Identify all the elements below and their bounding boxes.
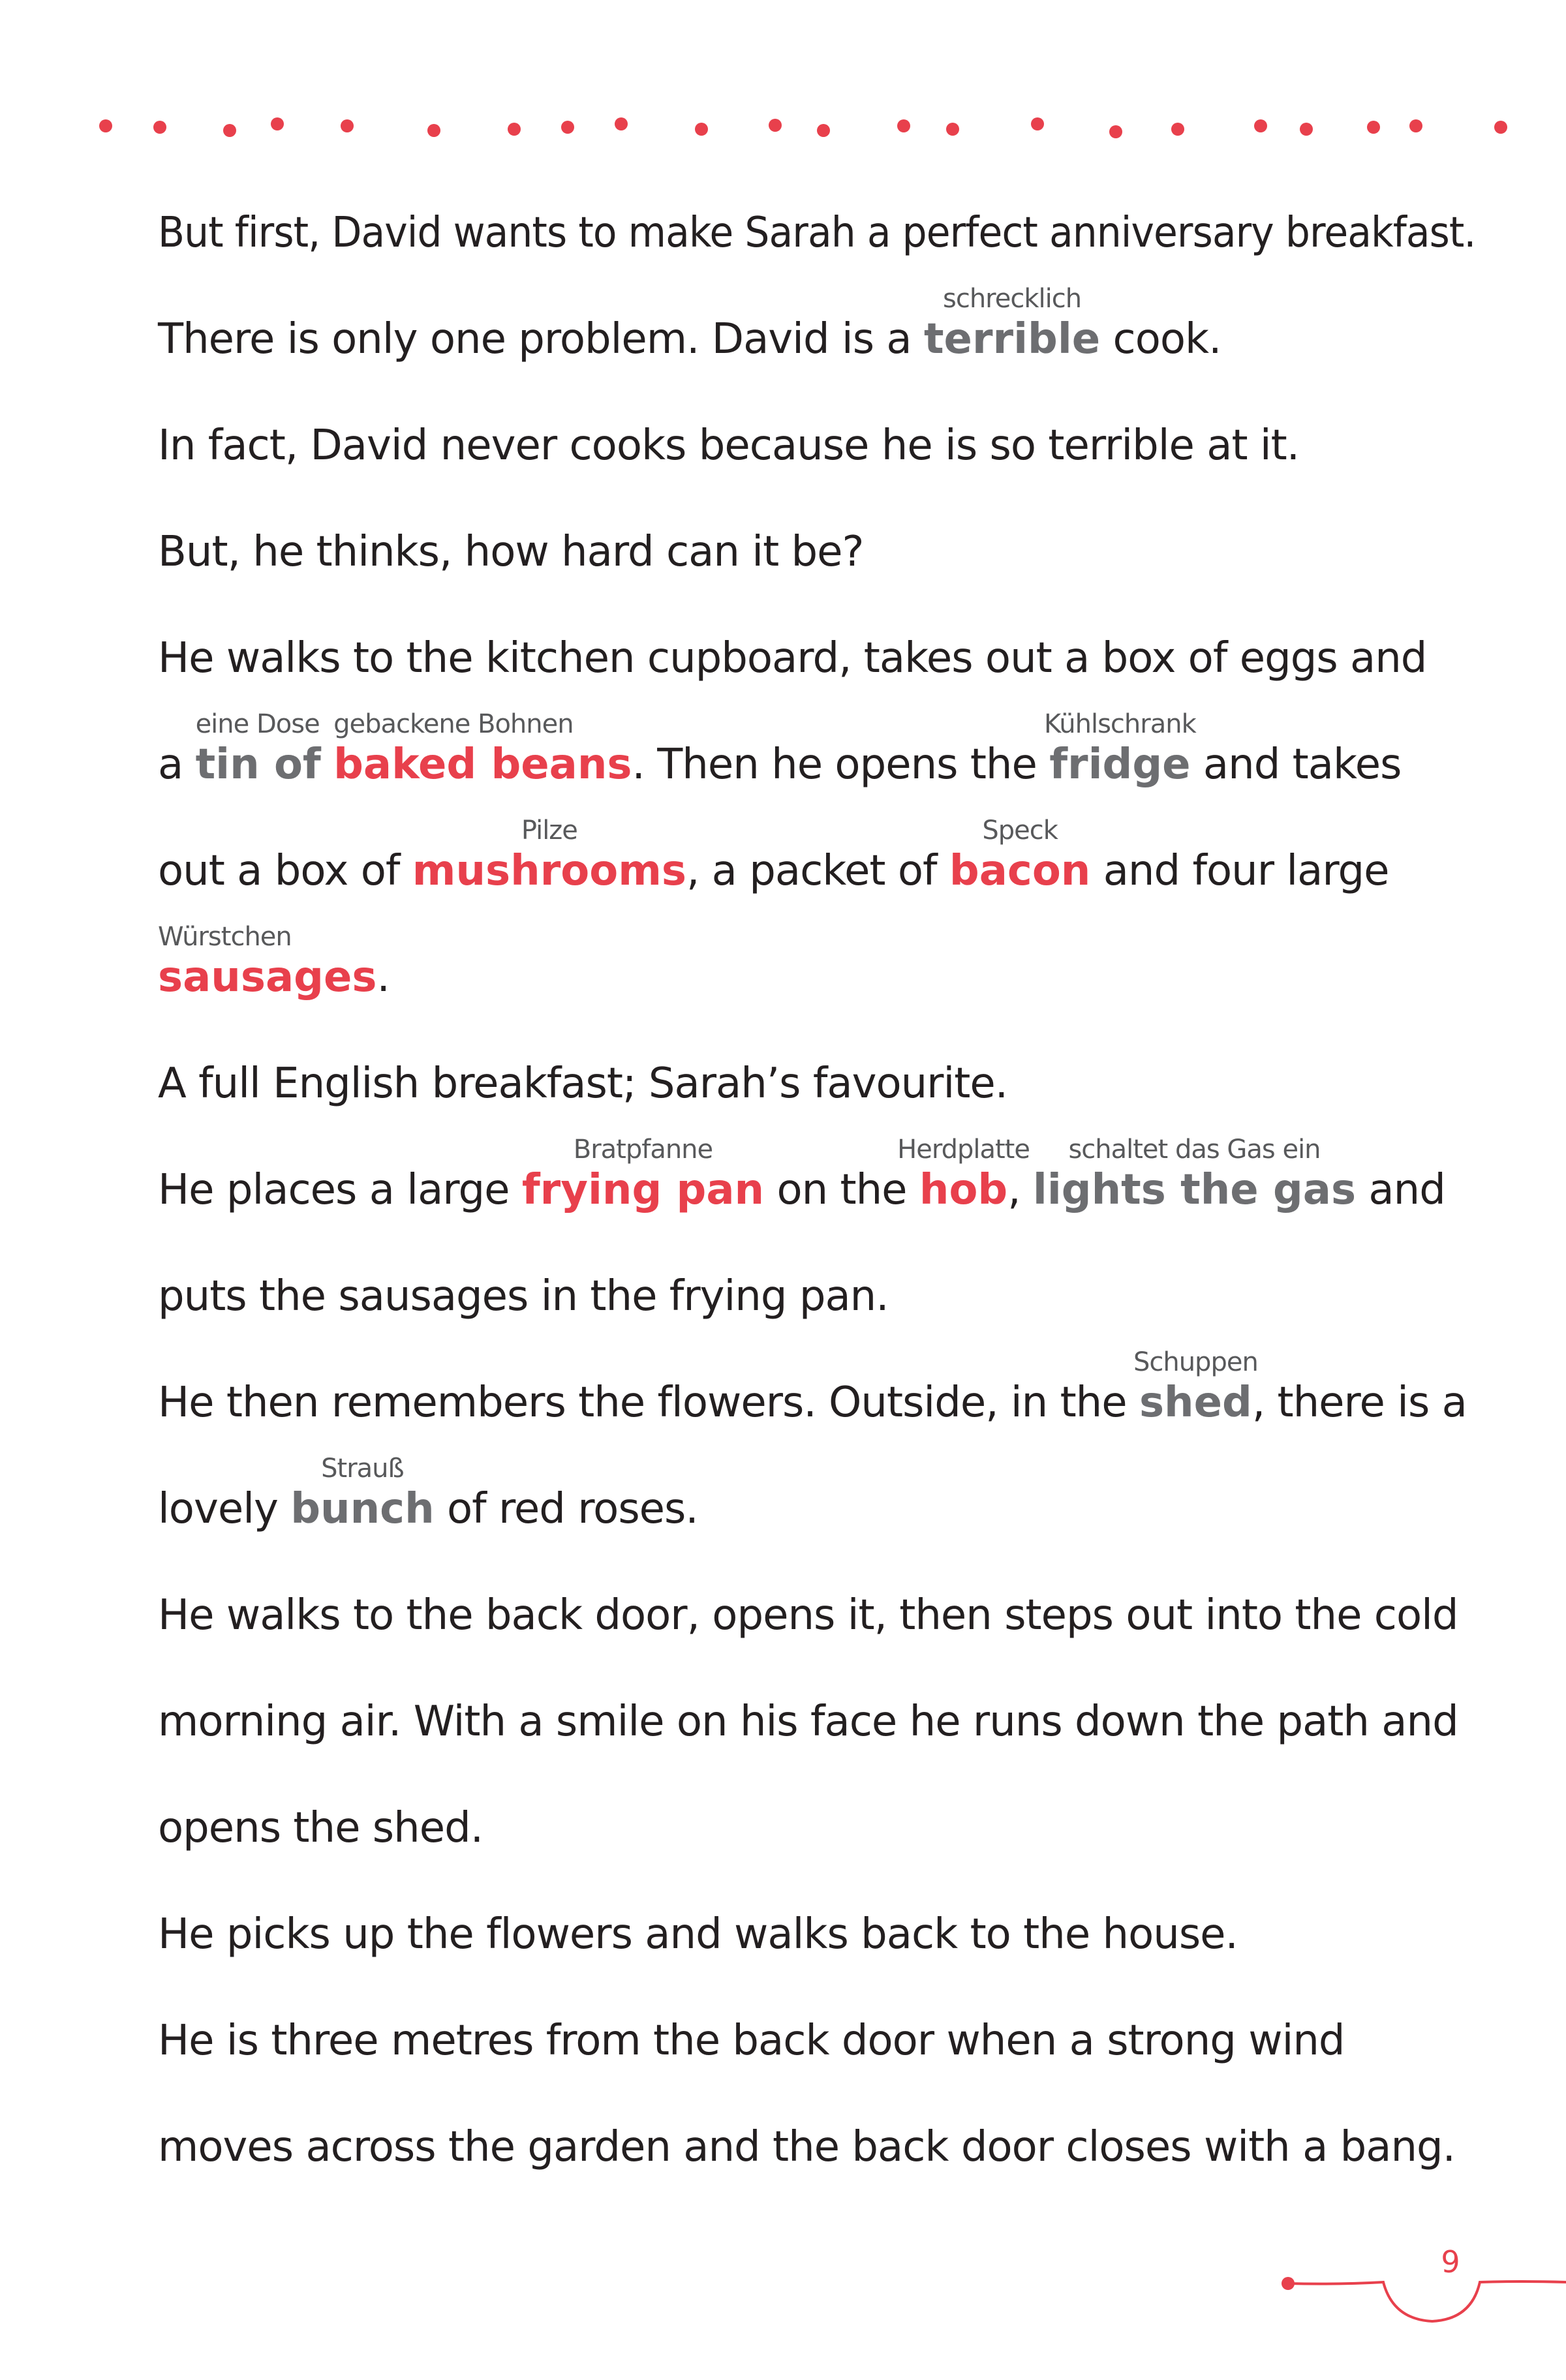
decorative-dot: [99, 119, 112, 132]
text-segment: and takes: [1190, 740, 1402, 789]
text-segment: He is three metres from the back door when a strong wind: [158, 2017, 1345, 2065]
decorative-dot: [1494, 121, 1507, 134]
vocab-word-text: terrible: [923, 315, 1101, 363]
text-line: [158, 421, 1299, 470]
text-line: [158, 1135, 1445, 1214]
vocab-translation: Würstchen: [158, 922, 292, 952]
vocab-translation: Strauß: [321, 1454, 404, 1484]
vocab-word: [1044, 709, 1196, 789]
text-line: [158, 1060, 1007, 1108]
decorative-dot: [1109, 125, 1122, 138]
text-line: [158, 2123, 1455, 2171]
vocab-word: [521, 1135, 765, 1214]
text-segment: morning air. With a smile on his face he runs down the path and: [158, 1698, 1458, 1746]
decorative-dot: [1254, 119, 1267, 132]
text-segment: lovely: [158, 1485, 291, 1533]
decorative-dot: [223, 124, 236, 137]
text-segment: But first, David wants to make Sarah a perfect anniversary breakfast.: [158, 209, 1476, 257]
vocab-word-text: baked beans: [333, 740, 632, 789]
vocab-word-text: lights the gas: [1032, 1166, 1357, 1214]
text-segment: and: [1356, 1166, 1445, 1214]
text-segment: , there is a: [1251, 1379, 1467, 1427]
decorative-dot: [1367, 121, 1380, 134]
decorative-dot: [508, 123, 521, 136]
vocab-word-text: frying pan: [521, 1166, 765, 1214]
vocab-word: [897, 1135, 1030, 1214]
vocab-word: [412, 816, 686, 895]
text-line: [158, 1454, 698, 1533]
vocab-word-text: shed: [1139, 1379, 1252, 1427]
text-line: [158, 528, 863, 576]
text-segment: . Then he opens the: [632, 740, 1050, 789]
text-segment: He then remembers the flowers. Outside, in the: [158, 1379, 1139, 1427]
decorative-dot: [946, 123, 959, 136]
vocab-word: [949, 816, 1091, 895]
decorative-dot: [1171, 123, 1184, 136]
decorative-dots-row: [0, 98, 1566, 150]
decorative-dot: [561, 121, 574, 134]
vocab-translation: schrecklich: [943, 284, 1082, 314]
text-line: [158, 816, 1389, 895]
text-line: [158, 1910, 1238, 1959]
vocab-translation: Speck: [982, 816, 1058, 846]
page-number: 9: [1441, 2244, 1460, 2280]
vocab-word: [158, 922, 377, 1001]
text-segment: ,: [1007, 1166, 1033, 1214]
decorative-dot: [341, 119, 354, 132]
vocab-translation: Schuppen: [1133, 1347, 1258, 1377]
vocab-translation: Herdplatte: [897, 1135, 1030, 1165]
decorative-dot: [769, 119, 782, 132]
text-segment: He picks up the flowers and walks back to the house.: [158, 1910, 1238, 1959]
vocab-translation: schaltet das Gas ein: [1068, 1135, 1321, 1165]
decorative-dot: [1300, 123, 1313, 136]
text-segment: He walks to the back door, opens it, then steps out into the cold: [158, 1591, 1458, 1640]
page-number-decoration: [1272, 2244, 1566, 2362]
text-line: [158, 209, 1476, 257]
text-line: [158, 1804, 483, 1852]
vocab-word-text: fridge: [1049, 740, 1191, 789]
text-segment: cook.: [1100, 315, 1221, 363]
text-segment: In fact, David never cooks because he is so terrible at it.: [158, 421, 1300, 470]
decorative-dot: [1031, 117, 1044, 130]
decorative-dot: [615, 117, 628, 130]
decorative-dot: [1409, 119, 1422, 132]
vocab-word: [1133, 1347, 1258, 1427]
vocab-translation: Bratpfanne: [573, 1135, 713, 1165]
text-line: [158, 284, 1221, 363]
vocab-word: [290, 1454, 435, 1533]
vocab-word-text: bacon: [949, 847, 1091, 895]
text-line: [158, 2017, 1345, 2065]
text-segment: on the: [764, 1166, 919, 1214]
vocab-translation: Kühlschrank: [1044, 709, 1196, 739]
text-segment: A full English breakfast; Sarah’s favourite.: [158, 1060, 1008, 1108]
vocab-word: [923, 284, 1101, 363]
text-segment: , a packet of: [686, 847, 949, 895]
text-line: [158, 1698, 1458, 1746]
text-segment: He places a large: [158, 1166, 522, 1214]
text-line: [158, 1591, 1458, 1640]
decorative-dot: [427, 124, 440, 137]
text-line: [158, 634, 1426, 682]
decorative-dot: [153, 121, 166, 134]
vocab-word-text: bunch: [290, 1485, 435, 1533]
text-line: [158, 922, 390, 1001]
vocab-word-text: hob: [919, 1166, 1008, 1214]
decorative-dot: [817, 124, 830, 137]
text-segment: .: [376, 953, 390, 1001]
vocab-word-text: sausages: [158, 953, 377, 1001]
vocab-word: [333, 709, 632, 789]
text-segment: But, he thinks, how hard can it be?: [158, 528, 864, 576]
decorative-dot: [897, 119, 910, 132]
decorative-dot: [695, 123, 708, 136]
vocab-translation: gebackene Bohnen: [333, 709, 574, 739]
text-segment: and four large: [1090, 847, 1389, 895]
text-segment: puts the sausages in the frying pan.: [158, 1272, 889, 1320]
text-segment: He walks to the kitchen cupboard, takes out a box of eggs and: [158, 634, 1427, 682]
text-line: [158, 1272, 889, 1320]
vocab-word: [1032, 1135, 1357, 1214]
text-segment: [321, 740, 333, 789]
text-segment: There is only one problem. David is a: [158, 315, 924, 363]
text-line: [158, 1347, 1467, 1427]
vocab-word-text: tin of: [195, 740, 321, 789]
text-segment: moves across the garden and the back door closes with a bang.: [158, 2123, 1455, 2171]
text-segment: out a box of: [158, 847, 412, 895]
text-segment: a: [158, 740, 196, 789]
vocab-word: [195, 709, 321, 789]
text-segment: of red roses.: [434, 1485, 698, 1533]
vocab-translation: eine Dose: [195, 709, 320, 739]
text-segment: opens the shed.: [158, 1804, 484, 1852]
decorative-dot: [271, 117, 284, 130]
text-line: [158, 709, 1402, 789]
vocab-word-text: mushrooms: [412, 847, 686, 895]
vocab-translation: Pilze: [521, 816, 577, 846]
